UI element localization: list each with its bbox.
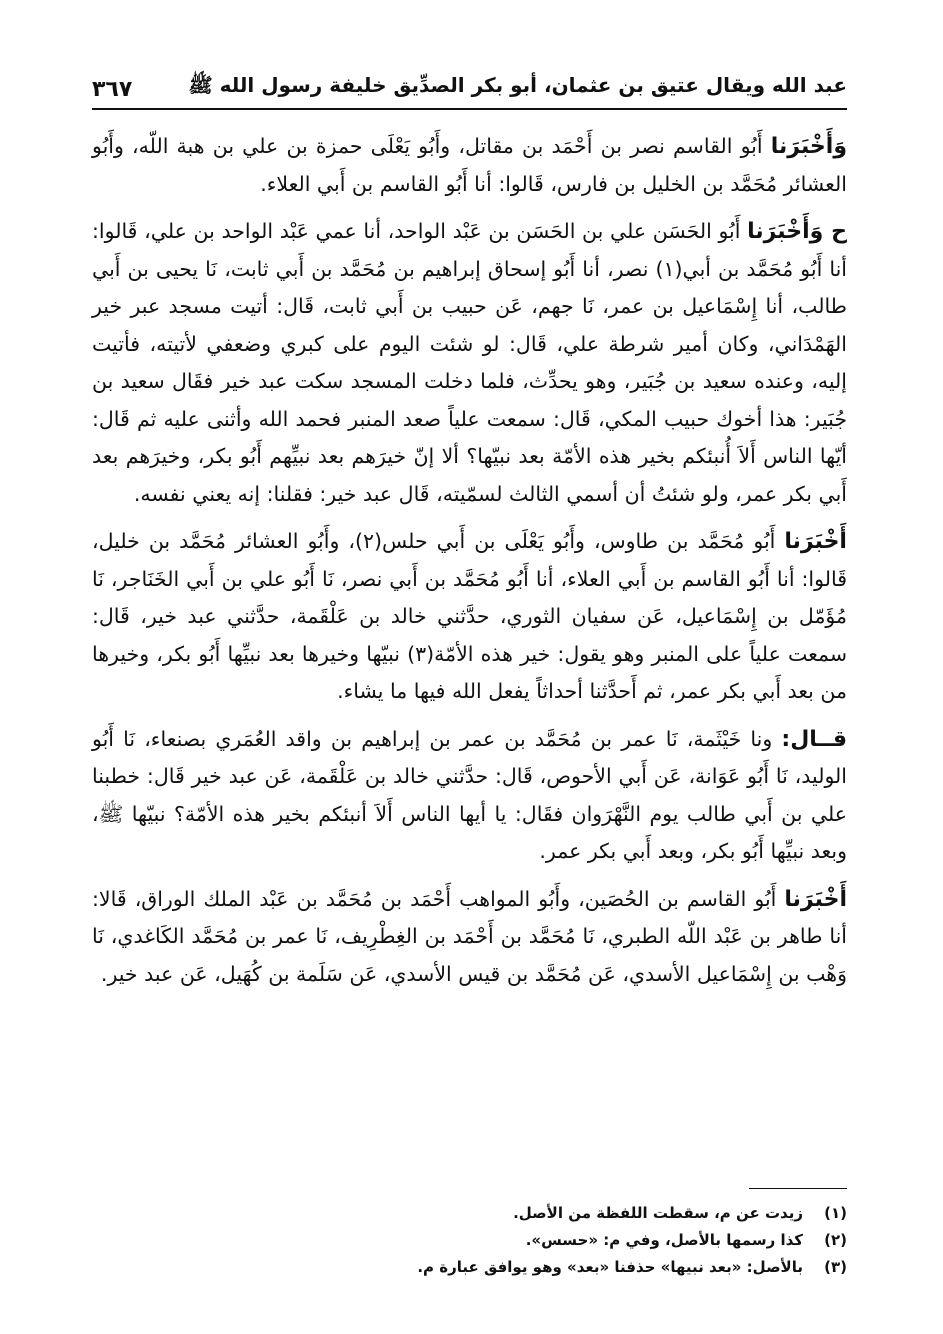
footnote-text: كذا رسمها بالأصل، وفي م: «حسس».	[525, 1231, 803, 1249]
footnote-text: زيدت عن م، سقطت اللفظة من الأصل.	[513, 1204, 803, 1222]
paragraph-text: أَبُو القاسم نصر بن أَحْمَد بن مقاتل، وأَبُو يَعْلَى حمزة بن علي بن هبة اللّه، وأَبُو العشائر مُحَمَّد بن الخليل بن فارس، قَالوا: أنا أَبُو القاسم بن أَبي العلاء.	[92, 134, 847, 196]
paragraph-lead: ح وَأَخْبَرَنا	[747, 219, 847, 244]
footnote-text: بالأصل: «بعد نبيها» حذفنا «بعد» وهو يوافق عبارة م.	[417, 1258, 803, 1276]
footnote	[92, 1227, 847, 1254]
footnote-divider	[749, 1188, 847, 1189]
page-number: ٣٦٧	[92, 77, 133, 102]
header-divider	[92, 108, 847, 110]
paragraph-text: ونا خَيْثَمة، نَا عمر بن مُحَمَّد بن عمر بن إبراهيم بن واقد العُمَري بصنعاء، نَا أَبُو الوليد، نَا أَبُو عَوَانة، عَن أَبي الأحوص، قَال: حدَّثني خالد بن عَلْقَمة، عَن عبد خير قَال: خطبنا علي بن أَبي طالب يوم النَّهْرَوان فقَال: يا أيها الناس أَلاَ أنبئكم بخير هذه الأمّة؟ نبيّها ﷺ، وبعد نبيِّها أَبُو بكر، وبعد أَبي بكر عمر.	[92, 726, 847, 863]
main-text	[92, 128, 847, 1003]
footnote-number: (٣)	[824, 1258, 847, 1276]
footnotes	[92, 1200, 847, 1281]
footnote	[92, 1254, 847, 1281]
paragraph-lead: قــال:	[781, 726, 847, 752]
running-title: عبد الله ويقال عتيق بن عثمان، أبو بكر الصدِّيق خليفة رسول الله ﷺ	[188, 73, 847, 97]
footnote-number: (٢)	[824, 1231, 847, 1249]
footnote-number: (١)	[824, 1204, 847, 1222]
paragraph-text: أَبُو القاسم بن الحُصَين، وأَبُو المواهب أَحْمَد بن مُحَمَّد بن عَبْد الملك الوراق، قَالا: أنا طاهر بن عَبْد اللّه الطبري، نَا مُحَمَّد بن أَحْمَد بن الغِطْرِيف، نَا عمر بن مُحَمَّد الكَاغدي، نَا وَهْب بن إِسْمَاعيل الأسدي، عَن مُحَمَّد بن قيس الأسدي، عَن سَلَمة بن كُهَيل، عَن عبد خير.	[92, 886, 847, 986]
paragraph-4	[92, 721, 847, 871]
footnote	[92, 1200, 847, 1227]
paragraph-lead: أَخْبَرَنا	[784, 886, 847, 912]
paragraph-lead: وَأَخْبَرَنا	[770, 134, 847, 159]
paragraph-lead: أَخْبَرَنا	[784, 529, 847, 554]
paragraph-text: أَبُو الحَسَن علي بن الحَسَن بن عَبْد الواحد، أنا عمي عَبْد الواحد بن علي، قَالوا: أنا أَبُو مُحَمَّد بن أبي(١) نصر، أنا أَبُو إسحاق إبراهيم بن مُحَمَّد بن أَبي ثابت، نَا يحيى بن أَبي طالب، أنا إِسْمَاعيل بن عمر، نَا جهم، عَن حبيب بن أَبي ثابت، قَال: أتيت مسجد عبر خير الهَمْدَاني، وكان أمير شرطة علي، قَال: لو شئت اليوم على كبري وضعفي لأتيته، فأتيت إليه، وعنده سعيد بن جُبَير، وهو يحدِّث، فلما دخلت المسجد سكت عبد خير فقَال سعيد بن جُبَير: هذا أخوك حبيب المكي، قَال: سمعت علياً صعد المنبر فحمد الله وأثنى عليه ثم قَال: أيّها الناس أَلاَ أُنبئكم بخير هذه الأمّة بعد نبيّها؟ ألا إنّ خيرَهم بعد نبيِّهم أَبُو بكر، وخيرَهم بعد أَبي بكر عمر، ولو شئتُ أن أسمي الثالث لسمّيته، قَال عبد خير: فقلنا: إنه يعني نفسه.	[92, 219, 847, 506]
paragraph-2	[92, 213, 847, 513]
paragraph-text: أَبُو مُحَمَّد بن طاوس، وأَبُو يَعْلَى بن أَبي حلس(٢)، وأَبُو العشائر مُحَمَّد بن خليل، قَالوا: أنا أَبُو القاسم بن أَبي العلاء، أنا أَبُو مُحَمَّد بن أَبي نصر، نَا أَبُو علي بن أَبي الخَنَاجر، نَا مُؤَمّل بن إِسْمَاعيل، عَن سفيان الثوري، حدَّثني خالد بن عَلْقَمة، حدَّثني عبد خير، قَال: سمعت علياً على المنبر وهو يقول: خير هذه الأمّة(٣) نبيّها وخيرها بعد نبيِّها أَبُو بكر، وخيرها من بعد أَبي بكر عمر، ثم أَحدَّثنا أحداثاً يفعل الله فيها ما يشاء.	[92, 529, 847, 703]
paragraph-3	[92, 523, 847, 711]
paragraph-1	[92, 128, 847, 203]
page-header	[92, 62, 847, 102]
paragraph-5	[92, 881, 847, 994]
